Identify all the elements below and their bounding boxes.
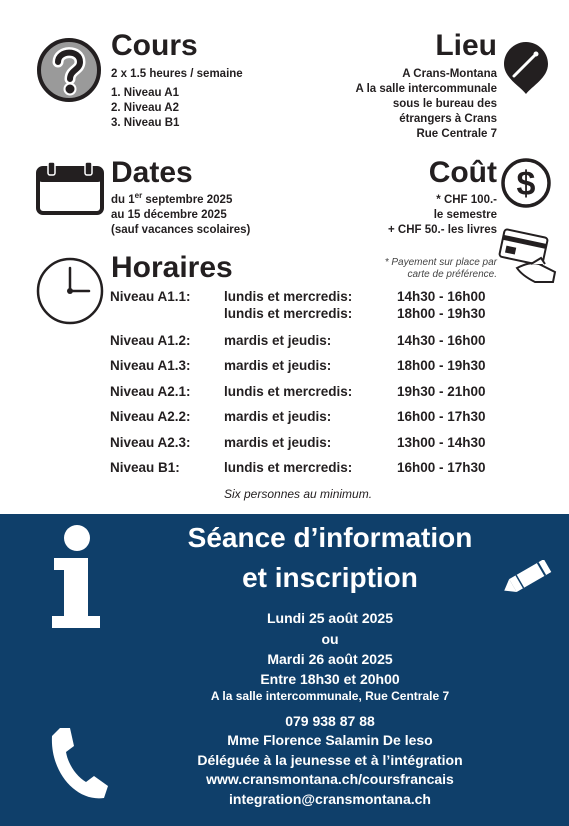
session-place: A la salle intercommunale, Rue Centrale 7 — [210, 689, 450, 703]
contact-name: Mme Florence Salamin De leso — [227, 732, 433, 748]
dates-line-3: (sauf vacances scolaires) — [111, 224, 251, 236]
schedule-level: Niveau A1.3: — [110, 358, 191, 373]
dates-line-1-suffix: septembre 2025 — [142, 194, 233, 206]
location-pin-icon — [502, 40, 550, 96]
cout-line: le semestre — [433, 209, 497, 221]
schedule-days: mardis et jeudis: — [224, 435, 332, 450]
credit-card-icon — [497, 228, 563, 284]
schedule-time: 18h00 - 19h30 — [397, 306, 486, 321]
schedule-days: mardis et jeudis: — [224, 409, 332, 424]
schedule-time: 19h30 - 21h00 — [397, 384, 486, 399]
cout-line: + CHF 50.- les livres — [388, 224, 497, 236]
table-row — [0, 409, 569, 429]
schedule-days: mardis et jeudis: — [224, 358, 332, 373]
schedule-days: lundis et mercredis: — [224, 306, 353, 321]
dates-text — [111, 193, 250, 238]
table-row — [0, 435, 569, 455]
cout-line: * CHF 100.- — [436, 194, 497, 206]
schedule-level: Niveau A1.2: — [110, 333, 191, 348]
cout-text — [388, 193, 497, 238]
address-line: Rue Centrale 7 — [416, 128, 497, 140]
phone-icon — [46, 724, 110, 804]
question-icon — [36, 37, 102, 103]
lieu-address — [356, 67, 497, 142]
dates-title: Dates — [111, 156, 193, 189]
info-title-line-1: Séance d’information — [187, 522, 473, 553]
schedule-time: 13h00 - 14h30 — [397, 435, 486, 450]
contact-website[interactable]: www.cransmontana.ch/coursfrancais — [206, 771, 454, 787]
schedule-level: Niveau A2.2: — [110, 409, 191, 424]
info-title-line-2: et inscription — [242, 562, 418, 593]
info-icon — [50, 524, 102, 628]
horaires-title: Horaires — [111, 251, 233, 284]
svg-text:$: $ — [516, 165, 536, 203]
table-row — [0, 358, 569, 378]
session-date-2: Mardi 26 août 2025 — [267, 651, 393, 667]
list-item: 3. Niveau B1 — [111, 117, 180, 129]
schedule-time: 18h00 - 19h30 — [397, 358, 486, 373]
table-row — [0, 306, 569, 326]
address-line: sous le bureau des — [392, 98, 497, 110]
table-row — [0, 384, 569, 404]
payment-note — [385, 257, 497, 281]
table-row — [0, 333, 569, 353]
list-item: 2. Niveau A2 — [111, 102, 179, 114]
contact-role: Déléguée à la jeunesse et à l’intégration — [197, 752, 463, 768]
schedule-level: Niveau B1: — [110, 460, 180, 475]
schedule-days: lundis et mercredis: — [224, 289, 353, 304]
schedule-level: Niveau A2.3: — [110, 435, 191, 450]
schedule-days: lundis et mercredis: — [224, 460, 353, 475]
list-item: 1. Niveau A1 — [111, 87, 179, 99]
session-or: ou — [321, 631, 339, 647]
contact-email[interactable]: integration@cransmontana.ch — [229, 791, 431, 807]
address-line: A Crans-Montana — [402, 68, 497, 80]
payment-note-line: * Payement sur place par — [384, 257, 497, 268]
schedule-time: 14h30 - 16h00 — [397, 289, 486, 304]
contact-phone: 079 938 87 88 — [285, 713, 375, 729]
dates-line-2: au 15 décembre 2025 — [111, 209, 227, 221]
dates-line-1-prefix: du 1 — [111, 194, 135, 206]
schedule-time: 16h00 - 17h30 — [397, 460, 486, 475]
schedule-level: Niveau A2.1: — [110, 384, 191, 399]
calendar-icon — [35, 160, 105, 216]
lieu-title: Lieu — [435, 29, 497, 62]
cours-title: Cours — [111, 29, 198, 62]
schedule-level: Niveau A1.1: — [110, 289, 191, 304]
schedule-days: lundis et mercredis: — [224, 384, 353, 399]
dates-line-1-sup: er — [134, 191, 143, 201]
dollar-icon — [500, 157, 552, 209]
cours-level-list — [111, 86, 179, 131]
session-date-1: Lundi 25 août 2025 — [266, 610, 394, 626]
cout-title: Coût — [428, 156, 497, 189]
payment-note-line: carte de préférence. — [407, 269, 497, 280]
schedule-days: mardis et jeudis: — [224, 333, 332, 348]
minimum-note: Six personnes au minimum. — [224, 487, 373, 501]
table-row — [0, 460, 569, 480]
schedule-time: 14h30 - 16h00 — [397, 333, 486, 348]
schedule-time: 16h00 - 17h30 — [397, 409, 486, 424]
address-line: A la salle intercommunale — [355, 83, 497, 95]
session-hours: Entre 18h30 et 20h00 — [260, 671, 400, 687]
info-panel — [0, 514, 569, 826]
pencil-icon — [499, 560, 555, 596]
address-line: étrangers à Crans — [399, 113, 497, 125]
cours-subtitle: 2 x 1.5 heures / semaine — [111, 68, 243, 80]
dates-line-1 — [111, 193, 250, 208]
